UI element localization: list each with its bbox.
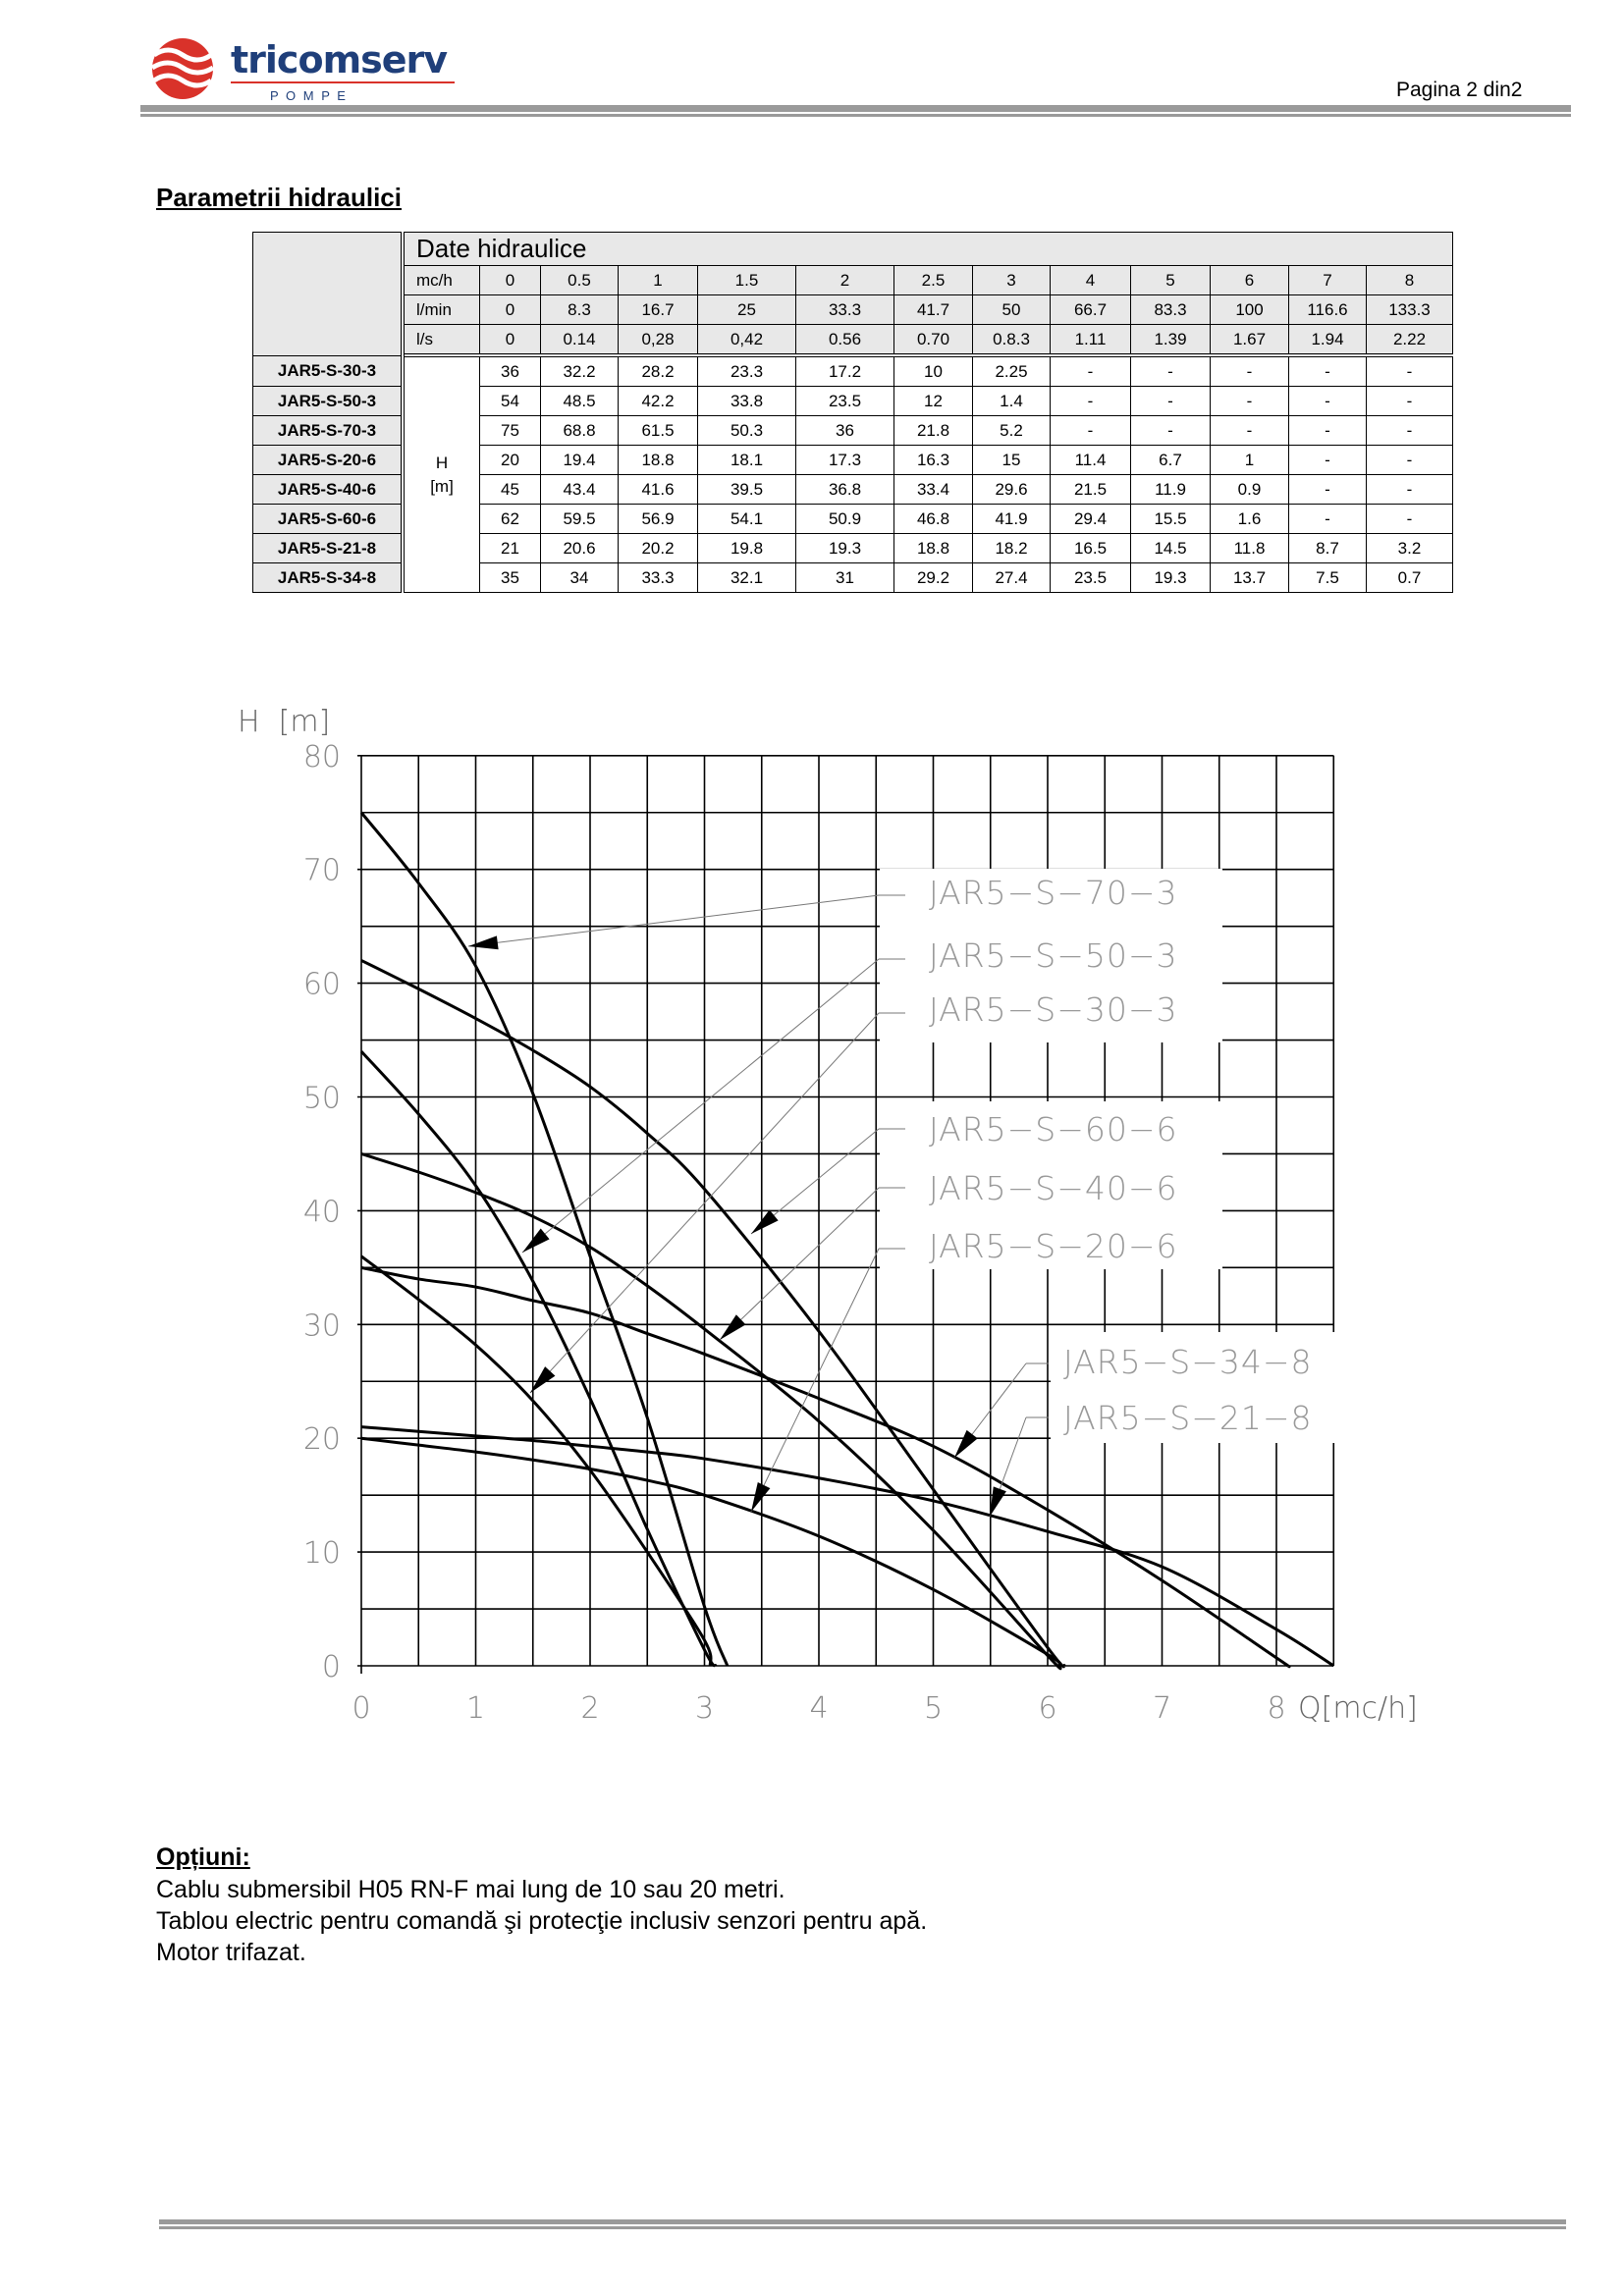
head-value: 35 [480, 563, 541, 593]
flow-value: 7 [1289, 266, 1367, 295]
head-value: 41.6 [619, 475, 698, 505]
head-value: 36.8 [796, 475, 894, 505]
flow-value: 5 [1131, 266, 1211, 295]
x-tick-label: 7 [1152, 1691, 1172, 1726]
head-value: 43.4 [541, 475, 619, 505]
head-value: 50.3 [698, 416, 796, 446]
flow-value: 2 [796, 266, 894, 295]
head-value: 10 [894, 355, 973, 387]
head-unit: [m] [430, 476, 454, 496]
head-value: 45 [480, 475, 541, 505]
flow-value: 1.11 [1051, 325, 1131, 356]
head-value: 33.3 [619, 563, 698, 593]
flow-value: 2.22 [1367, 325, 1453, 356]
head-value: 11.4 [1051, 446, 1131, 475]
head-value: - [1367, 446, 1453, 475]
head-value: - [1211, 387, 1289, 416]
option-line: Tablou electric pentru comandă şi protecţie inclusiv senzori pentru apă. [156, 1907, 928, 1935]
x-tick-label: 2 [580, 1691, 600, 1726]
flow-value: 25 [698, 295, 796, 325]
y-tick-label: 10 [302, 1536, 341, 1572]
head-value: - [1367, 387, 1453, 416]
series-label: JAR5−S−60−6 [929, 1110, 1178, 1148]
unit-label: l/min [403, 295, 480, 325]
head-value: - [1051, 387, 1131, 416]
pump-curve-jar5-s-21-8 [361, 1427, 1333, 1666]
head-value: 0.7 [1367, 563, 1453, 593]
y-tick-label: 80 [302, 739, 341, 774]
flow-value: 0.8.3 [973, 325, 1051, 356]
x-tick-label: 4 [809, 1691, 829, 1726]
model-name: JAR5-S-30-3 [253, 355, 404, 387]
flow-value: 0.56 [796, 325, 894, 356]
head-value: - [1289, 475, 1367, 505]
model-name: JAR5-S-34-8 [253, 563, 404, 593]
head-value: 19.3 [1131, 563, 1211, 593]
x-tick-label: 5 [923, 1691, 944, 1726]
flow-value: 83.3 [1131, 295, 1211, 325]
head-value: 21.8 [894, 416, 973, 446]
head-value: 20 [480, 446, 541, 475]
head-value: 32.1 [698, 563, 796, 593]
option-line: Motor trifazat. [156, 1939, 306, 1966]
leader-arrow-icon [468, 935, 499, 949]
model-name: JAR5-S-20-6 [253, 446, 404, 475]
flow-value: 16.7 [619, 295, 698, 325]
head-value: - [1367, 475, 1453, 505]
head-value: 32.2 [541, 355, 619, 387]
head-value: 6.7 [1131, 446, 1211, 475]
head-value: 19.3 [796, 534, 894, 563]
head-value: 15 [973, 446, 1051, 475]
footer-divider-thin [159, 2226, 1566, 2229]
flow-value: 133.3 [1367, 295, 1453, 325]
page-indicator: Pagina 2 din2 [1396, 79, 1523, 101]
head-value: - [1131, 387, 1211, 416]
leader-arrow-icon [990, 1486, 1006, 1517]
head-value: 17.2 [796, 355, 894, 387]
head-value: - [1289, 387, 1367, 416]
footer-divider [159, 2219, 1566, 2224]
head-value: - [1289, 355, 1367, 387]
leader-arrow-icon [751, 1482, 770, 1512]
model-name: JAR5-S-70-3 [253, 416, 404, 446]
head-value: 33.8 [698, 387, 796, 416]
unit-label: l/s [403, 325, 480, 356]
leader-line [522, 959, 879, 1253]
y-tick-label: 50 [302, 1081, 341, 1116]
head-value: 18.8 [619, 446, 698, 475]
head-value: 15.5 [1131, 505, 1211, 534]
leader-line [468, 895, 879, 946]
x-tick-label: 8 [1267, 1691, 1286, 1726]
head-value: 23.5 [1051, 563, 1131, 593]
series-label: JAR5−S−21−8 [1063, 1399, 1313, 1437]
head-value: 50.9 [796, 505, 894, 534]
flow-value: 33.3 [796, 295, 894, 325]
flow-value: 1.5 [698, 266, 796, 295]
svg-text:P O M P E: P O M P E [270, 88, 348, 103]
y-tick-label: 60 [302, 967, 341, 1002]
option-line: Cablu submersibil H05 RN-F mai lung de 10 sau 20 metri. [156, 1876, 785, 1903]
head-value: 11.9 [1131, 475, 1211, 505]
head-value: 39.5 [698, 475, 796, 505]
table-caption: Date hidraulice [403, 233, 1453, 266]
head-value: 27.4 [973, 563, 1051, 593]
unit-label: mc/h [403, 266, 480, 295]
y-axis-label: H [m] [238, 705, 331, 739]
flow-value: 0 [480, 325, 541, 356]
head-value: 23.3 [698, 355, 796, 387]
head-value: 36 [480, 355, 541, 387]
series-label: JAR5−S−34−8 [1063, 1343, 1313, 1381]
head-value: 16.3 [894, 446, 973, 475]
section-title: Parametrii hidraulici [156, 183, 402, 212]
head-value: 14.5 [1131, 534, 1211, 563]
head-value: 17.3 [796, 446, 894, 475]
head-value: 7.5 [1289, 563, 1367, 593]
series-label: JAR5−S−30−3 [929, 990, 1178, 1029]
flow-value: 2.5 [894, 266, 973, 295]
head-value: 3.2 [1367, 534, 1453, 563]
head-value: 12 [894, 387, 973, 416]
y-tick-label: 30 [302, 1308, 341, 1344]
head-label: H [435, 453, 449, 472]
flow-value: 0,28 [619, 325, 698, 356]
x-tick-label: 6 [1038, 1691, 1057, 1726]
leader-arrow-icon [530, 1366, 555, 1393]
head-value: 2.25 [973, 355, 1051, 387]
head-value: 56.9 [619, 505, 698, 534]
series-label: JAR5−S−20−6 [929, 1227, 1178, 1265]
head-value: 21.5 [1051, 475, 1131, 505]
pump-curve-jar5-s-34-8 [361, 1267, 1289, 1667]
head-value: 1.4 [973, 387, 1051, 416]
leader-arrow-icon [751, 1210, 779, 1234]
flow-value: 8.3 [541, 295, 619, 325]
model-name: JAR5-S-50-3 [253, 387, 404, 416]
head-value: 54 [480, 387, 541, 416]
head-value: 19.8 [698, 534, 796, 563]
svg-text:tricomserv: tricomserv [231, 38, 448, 81]
x-axis-label: Q[mc/h] [1298, 1691, 1418, 1726]
head-value: 68.8 [541, 416, 619, 446]
pump-curve-jar5-s-60-6 [361, 960, 1064, 1666]
y-tick-label: 0 [321, 1650, 341, 1684]
flow-value: 1.67 [1211, 325, 1289, 356]
flow-value: 1.94 [1289, 325, 1367, 356]
y-tick-label: 70 [302, 853, 341, 888]
flow-value: 0,42 [698, 325, 796, 356]
flow-value: 0.70 [894, 325, 973, 356]
flow-value: 6 [1211, 266, 1289, 295]
y-tick-label: 40 [302, 1195, 341, 1230]
head-value: 34 [541, 563, 619, 593]
series-label: JAR5−S−50−3 [929, 936, 1178, 975]
model-name: JAR5-S-21-8 [253, 534, 404, 563]
leader-arrow-icon [522, 1229, 550, 1253]
head-value: 33.4 [894, 475, 973, 505]
y-tick-label: 20 [302, 1422, 341, 1458]
head-value: - [1289, 416, 1367, 446]
head-value: 61.5 [619, 416, 698, 446]
flow-value: 66.7 [1051, 295, 1131, 325]
model-name: JAR5-S-40-6 [253, 475, 404, 505]
head-value: - [1289, 505, 1367, 534]
head-value: - [1367, 505, 1453, 534]
head-value: 29.4 [1051, 505, 1131, 534]
flow-value: 0.5 [541, 266, 619, 295]
head-value: 1.6 [1211, 505, 1289, 534]
head-value: 8.7 [1289, 534, 1367, 563]
head-value: 20.2 [619, 534, 698, 563]
head-value: 1 [1211, 446, 1289, 475]
options-title: Opțiuni: [156, 1843, 250, 1871]
flow-value: 41.7 [894, 295, 973, 325]
head-value: 46.8 [894, 505, 973, 534]
head-value: - [1051, 416, 1131, 446]
head-value: 0.9 [1211, 475, 1289, 505]
head-value: - [1367, 355, 1453, 387]
head-value: - [1051, 355, 1131, 387]
head-value: - [1211, 416, 1289, 446]
flow-value: 0.14 [541, 325, 619, 356]
flow-value: 116.6 [1289, 295, 1367, 325]
head-value: 28.2 [619, 355, 698, 387]
model-name: JAR5-S-60-6 [253, 505, 404, 534]
flow-value: 0 [480, 295, 541, 325]
series-label: JAR5−S−70−3 [929, 874, 1178, 912]
head-value: - [1289, 446, 1367, 475]
head-value: 75 [480, 416, 541, 446]
head-value: 21 [480, 534, 541, 563]
head-value: - [1131, 416, 1211, 446]
head-value: 19.4 [541, 446, 619, 475]
leader-arrow-icon [954, 1430, 978, 1458]
head-value: 23.5 [796, 387, 894, 416]
head-value: - [1367, 416, 1453, 446]
flow-value: 100 [1211, 295, 1289, 325]
head-value: - [1131, 355, 1211, 387]
head-value: 18.2 [973, 534, 1051, 563]
flow-value: 8 [1367, 266, 1453, 295]
head-value: 62 [480, 505, 541, 534]
flow-value: 3 [973, 266, 1051, 295]
head-value: 36 [796, 416, 894, 446]
flow-value: 50 [973, 295, 1051, 325]
x-tick-label: 0 [352, 1691, 371, 1726]
head-value: 59.5 [541, 505, 619, 534]
flow-value: 1.39 [1131, 325, 1211, 356]
head-value: 42.2 [619, 387, 698, 416]
head-value: 13.7 [1211, 563, 1289, 593]
head-value: 41.9 [973, 505, 1051, 534]
series-label: JAR5−S−40−6 [929, 1169, 1178, 1207]
head-value: 16.5 [1051, 534, 1131, 563]
flow-value: 4 [1051, 266, 1131, 295]
head-value: 29.6 [973, 475, 1051, 505]
x-tick-label: 3 [694, 1691, 715, 1726]
head-value: 20.6 [541, 534, 619, 563]
head-value: 11.8 [1211, 534, 1289, 563]
x-tick-label: 1 [465, 1691, 486, 1726]
flow-value: 1 [619, 266, 698, 295]
head-value: - [1211, 355, 1289, 387]
head-value: 5.2 [973, 416, 1051, 446]
head-value: 18.1 [698, 446, 796, 475]
flow-value: 0 [480, 266, 541, 295]
head-value: 18.8 [894, 534, 973, 563]
head-value: 31 [796, 563, 894, 593]
head-value: 48.5 [541, 387, 619, 416]
head-value: 54.1 [698, 505, 796, 534]
head-value: 29.2 [894, 563, 973, 593]
